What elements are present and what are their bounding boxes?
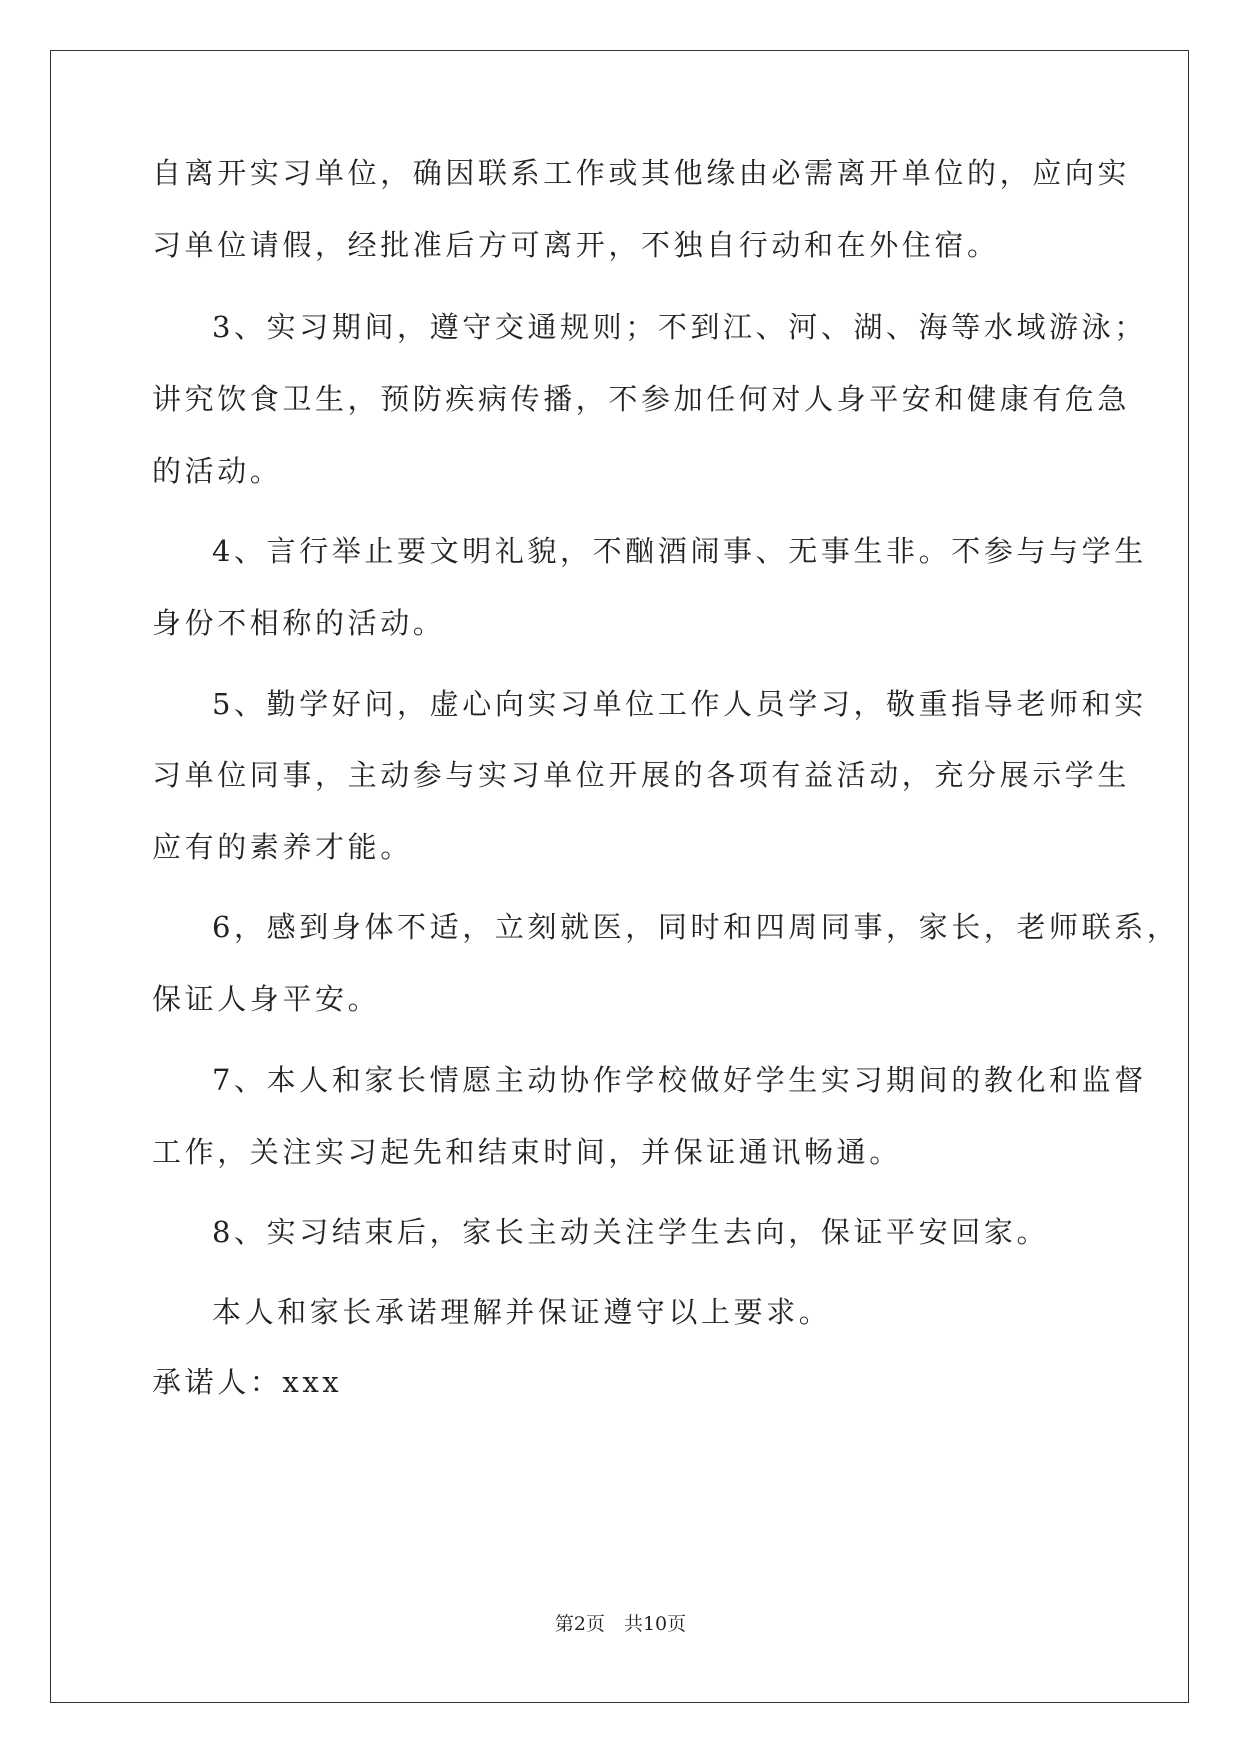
page-number-footer: 第2页 共10页: [554, 1613, 687, 1635]
signatory-line: 承诺人：xxx: [152, 1365, 343, 1399]
page-border: [50, 50, 1189, 1703]
paragraph-start-line: 6，感到身体不适，立刻就医，同时和四周同事，家长，老师联系，: [212, 910, 1180, 944]
body-line: 身份不相称的活动。: [152, 606, 446, 640]
paragraph-start-line: 8、实习结束后，家长主动关注学生去向，保证平安回家。: [212, 1215, 1050, 1249]
body-line: 保证人身平安。: [152, 982, 381, 1016]
body-line: 应有的素养才能。: [152, 830, 413, 864]
paragraph-start-line: 7、本人和家长情愿主动协作学校做好学生实习期间的教化和监督: [212, 1063, 1147, 1097]
body-line: 习单位请假，经批准后方可离开，不独自行动和在外住宿。: [152, 228, 1000, 262]
body-line: 自离开实习单位，确因联系工作或其他缘由必需离开单位的，应向实: [152, 156, 1131, 190]
paragraph-start-line: 5、勤学好问，虚心向实习单位工作人员学习，敬重指导老师和实: [212, 687, 1147, 721]
body-line: 工作，关注实习起先和结束时间，并保证通讯畅通。: [152, 1135, 902, 1169]
commitment-statement: 本人和家长承诺理解并保证遵守以上要求。: [212, 1295, 832, 1329]
body-line: 讲究饮食卫生，预防疾病传播，不参加任何对人身平安和健康有危急: [152, 382, 1131, 416]
body-line: 的活动。: [152, 454, 283, 488]
body-line: 习单位同事，主动参与实习单位开展的各项有益活动，充分展示学生: [152, 758, 1131, 792]
paragraph-start-line: 3、实习期间，遵守交通规则；不到江、河、湖、海等水域游泳；: [212, 310, 1147, 344]
paragraph-start-line: 4、言行举止要文明礼貌，不酗酒闹事、无事生非。不参与与学生: [212, 534, 1147, 568]
